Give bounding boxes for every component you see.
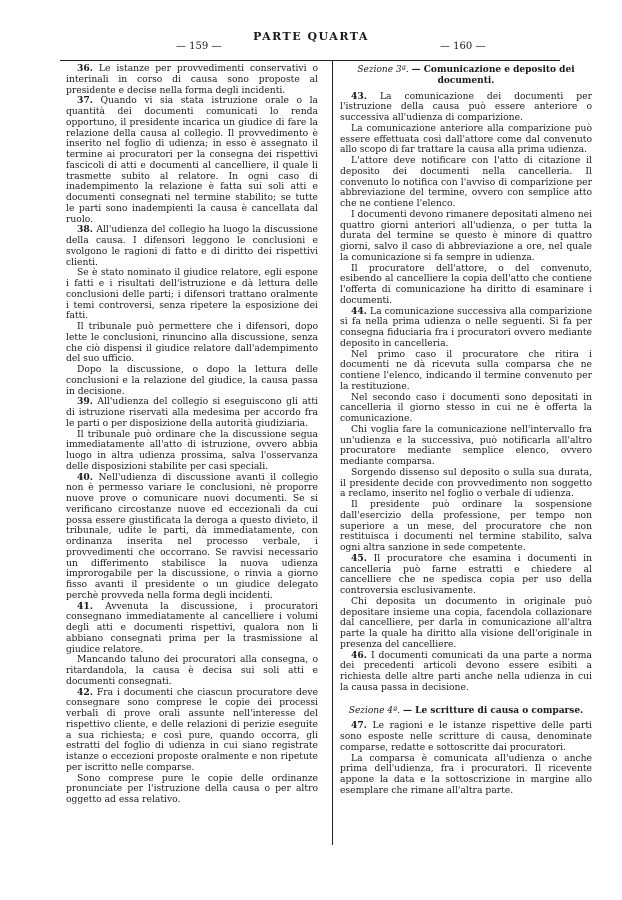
paragraph-text: Sorgendo dissenso sul deposito o sulla sua durata, il presidente decide con provvedimento non soggetto a reclamo, inserito nel foglio o verbale di udienza. bbox=[340, 466, 592, 500]
paragraph bbox=[66, 64, 318, 96]
article-number: 43. bbox=[351, 90, 367, 102]
paragraph-text: Sono comprese pure le copie delle ordinanze pronunciate per l'istruzione della causa o per altro oggetto ad essa relativo. bbox=[66, 772, 318, 805]
paragraph-text: La comunicazione anteriore alla comparizione può essere effettuata così dall'attore come dal convenuto allo scopo di far trattare la causa alla prima udienza. bbox=[340, 122, 592, 156]
paragraph-text: Il tribunale può permettere che i difensori, dopo lette le conclusioni, rinuncino alla discussione, senza che ciò dispensi il giudice relatore dall'adempimento del suo ufficio. bbox=[66, 321, 318, 365]
paragraph bbox=[66, 688, 318, 774]
section-heading-4 bbox=[340, 706, 592, 717]
paragraph bbox=[340, 264, 592, 307]
paragraph-text: La comunicazione successiva alla comparizione si fa nella prima udienza o nelle seguenti. Si fa per consegna fiduciaria fra i procuratori ovvero mediante deposito in cancelleria. bbox=[340, 305, 592, 349]
section-4-body bbox=[340, 721, 592, 796]
paragraph-text: Nel secondo caso i documenti sono depositati in cancelleria il giorno stesso in cui ne è offerta la comunicazione. bbox=[340, 391, 592, 424]
page-title: PARTE QUARTA bbox=[253, 30, 369, 43]
paragraph bbox=[340, 754, 592, 797]
paragraph-text: Dopo la discussione, o dopo la lettura delle conclusioni e la relazione del giudice, la causa passa in decisione. bbox=[66, 364, 318, 397]
article-number: 37. bbox=[77, 95, 93, 107]
paragraph-text: Il presidente può ordinare la sospensione dall'esercizio della professione, per tempo non superiore a un mese, del procuratore che non restituisca i documenti nel termine stabilito, salva ogni altra sanzione in sede competente. bbox=[340, 499, 592, 553]
paragraph bbox=[340, 124, 592, 156]
paragraph bbox=[66, 268, 318, 322]
article-number: 46. bbox=[351, 649, 367, 661]
paragraph-text: Fra i documenti che ciascun procuratore deve consegnare sono comprese le copie dei processi verbali di prove orali assunte nell'interesse del rispettivo cliente, e delle relazioni di perizie eseguite a sua richiesta; e così pure, quando occorra, gli estratti del foglio di udienza in cui siano registrate istanze o eccezioni proposte oralmente e non ripetute per iscritto nelle comparse. bbox=[66, 686, 318, 773]
paragraph-text: Chi deposita un documento in originale può depositare insieme una copia, facendola collazionare dal cancelliere, per darla in comunicazione all'altra parte la quale ha diritto alla visione dell'originale in presenza del cancelliere. bbox=[340, 595, 592, 650]
paragraph bbox=[340, 350, 592, 393]
section-heading-3 bbox=[340, 65, 592, 87]
paragraph bbox=[66, 430, 318, 473]
paragraph bbox=[66, 774, 318, 806]
section-label: Sezione 4ª. bbox=[348, 705, 401, 716]
paragraph bbox=[66, 602, 318, 656]
paragraph-text: I documenti devono rimanere depositati almeno nei quattro giorni anteriori all'udienza, o per tutta la durata del termine se questo è minore di quattro giorni, salvo il caso di abbreviazione a ore, nel quale la comunicazione si fa sempre in udienza. bbox=[340, 208, 592, 263]
paragraph-text: Il procuratore che esamina i documenti in cancelleria può farne estratti e chiedere al cancelliere che ne spedisca copia per uso della controversia esclusivamente. bbox=[340, 552, 592, 596]
paragraph-text: Mancando taluno dei procuratori alla consegna, o ritardandola, la causa è decisa sui soli atti e documenti consegnati. bbox=[66, 654, 318, 687]
article-number: 45. bbox=[351, 552, 367, 564]
article-number: 39. bbox=[77, 396, 93, 408]
paragraph bbox=[66, 655, 318, 687]
paragraph bbox=[340, 468, 592, 500]
paragraph bbox=[340, 597, 592, 651]
page-number-left: — 159 — bbox=[176, 41, 222, 52]
paragraph bbox=[66, 397, 318, 429]
column-divider bbox=[332, 60, 333, 845]
page-header bbox=[60, 30, 562, 52]
paragraph bbox=[340, 156, 592, 210]
section-gap bbox=[340, 694, 592, 705]
paragraph bbox=[340, 651, 592, 694]
paragraph bbox=[340, 307, 592, 350]
right-column bbox=[340, 64, 592, 834]
paragraph-text: Le istanze per provvedimenti conservativi o interinali in corso di causa sono proposte al presidente e decise nella forma degli incidenti. bbox=[66, 64, 318, 96]
paragraph-text: Avvenuta la discussione, i procuratori consegnano immediatamente al cancelliere i volumi degli atti e documenti rispettivi, qualora non li abbiano consegnati prima per la trasmissione al giudice relatore. bbox=[66, 600, 318, 655]
paragraph-text: Il procuratore dell'attore, o del convenuto, esibendo al cancelliere la copia dell'atto che contiene l'offerta di comunicazione ha diritto di esaminare i documenti. bbox=[340, 262, 592, 306]
paragraph-text: I documenti comunicati da una parte a norma dei precedenti articoli devono essere esibiti a richiesta delle altre parti anche nella udienza in cui la causa passa in decisione. bbox=[340, 649, 592, 693]
paragraph-text: Se è stato nominato il giudice relatore, egli espone i fatti e i risultati dell'istruzione e dà lettura delle conclusioni delle parti; i difensori trattano oralmente i temi controversi, senza ripetere la esposizione dei fatti. bbox=[66, 267, 318, 322]
paragraph bbox=[340, 92, 592, 124]
article-number: 36. bbox=[77, 64, 93, 74]
paragraph bbox=[340, 210, 592, 264]
paragraph bbox=[66, 96, 318, 225]
article-number: 47. bbox=[351, 720, 367, 732]
paragraph-text: Le ragioni e le istanze rispettive delle parti sono esposte nelle scritture di causa, denominate comparse, redatte e sottoscritte dai procuratori. bbox=[340, 720, 592, 753]
paragraph bbox=[66, 322, 318, 365]
paragraph bbox=[66, 473, 318, 602]
article-number: 41. bbox=[77, 600, 93, 612]
paragraph bbox=[66, 365, 318, 397]
article-number: 44. bbox=[351, 305, 367, 317]
paragraph-text: La comparsa è comunicata all'udienza o anche prima dell'udienza, fra i procuratori. Il ricevente appone la data e la sottoscrizione in margine allo esemplare che rimane all'altra parte. bbox=[340, 752, 592, 796]
paragraph bbox=[340, 393, 592, 425]
section-title: — Le scritture di causa o comparse. bbox=[403, 705, 584, 716]
paragraph-text: Quando vi sia stata istruzione orale o la quantità dei documenti comunicati lo renda opportuno, il presidente incarica un giudice di fare la relazione della causa al collegio. Il provvedimento è inserito nel foglio di udienza; in esso è assegnato il termine ai procuratori per la consegna dei rispettivi fascicoli di atti e documenti al cancelliere, il quale li trasmette subito al relatore. In ogni caso di inadempimento la relazione è fatta sui soli atti e documenti consegnati nel termine stabilito; se tutte le parti sono inadempienti la causa è cancellata dal ruolo. bbox=[66, 95, 318, 225]
left-column bbox=[66, 64, 318, 844]
paragraph bbox=[340, 425, 592, 468]
paragraph-text: All'udienza del collegio si eseguiscono gli atti di istruzione riservati alla medesima per accordo fra le parti o per disposizione della autorità giudiziaria. bbox=[66, 396, 318, 429]
paragraph-text: All'udienza del collegio ha luogo la discussione della causa. I difensori leggono le conclusioni e svolgono le ragioni di fatto e di diritto dei rispettivi clienti. bbox=[66, 224, 318, 268]
article-number: 42. bbox=[77, 686, 93, 698]
paragraph-text: Nel primo caso il procuratore che ritira i documenti ne dà ricevuta sulla comparsa che ne contiene l'elenco, indicando il termine convenuto per la restituzione. bbox=[340, 348, 592, 392]
paragraph-text: Il tribunale può ordinare che la discussione segua immediatamente all'atto di istruzione, ovvero abbia luogo in altra udienza prossima, salva l'osservanza delle disposizioni stabilite per casi speciali. bbox=[66, 428, 318, 472]
paragraph bbox=[340, 500, 592, 554]
section-label: Sezione 3ª. bbox=[357, 65, 409, 75]
header-rule bbox=[60, 60, 560, 61]
article-number: 40. bbox=[77, 471, 93, 483]
paragraph-text: La comunicazione dei documenti per l'istruzione della causa può essere anteriore o successiva all'udienza di comparizione. bbox=[340, 90, 592, 123]
page-number-right: — 160 — bbox=[440, 41, 486, 52]
paragraph bbox=[66, 225, 318, 268]
paragraph-text: Nell'udienza di discussione avanti il collegio non è permesso variare le conclusioni, nè proporre nuove prove o comunicare nuovi documenti. Se si verificano circostanze nuove ed eccezionali da cui possa essere giustificata la deroga a questo divieto, il tribunale, udite le parti, dà immediatamente, con ordinanza inserita nel processo verbale, i provvedimenti che occorrano. Se ravvisi necessario un differimento stabilisce la nuova udienza improrogabile per la discussione, o rinvia a giorno fisso avanti il presidente o un giudice delegato perchè provveda nella forma degli incidenti. bbox=[66, 471, 318, 601]
section-title: — Comunicazione e deposito dei documenti. bbox=[411, 65, 575, 86]
article-number: 38. bbox=[77, 224, 93, 236]
paragraph bbox=[340, 721, 592, 753]
section-3-body bbox=[340, 92, 592, 694]
paragraph bbox=[340, 554, 592, 597]
paragraph-text: L'attore deve notificare con l'atto di citazione il deposito dei documenti nella cancelleria. Il convenuto lo notifica con l'avviso di comparizione per abbreviazione del termine, ovvero con semplice atto che ne contiene l'elenco. bbox=[340, 155, 592, 209]
paragraph-text: Chi voglia fare la comunicazione nell'intervallo fra un'udienza e la successiva, può notificarla all'altro procuratore mediante semplice elenco, ovvero mediante comparsa. bbox=[340, 423, 592, 467]
